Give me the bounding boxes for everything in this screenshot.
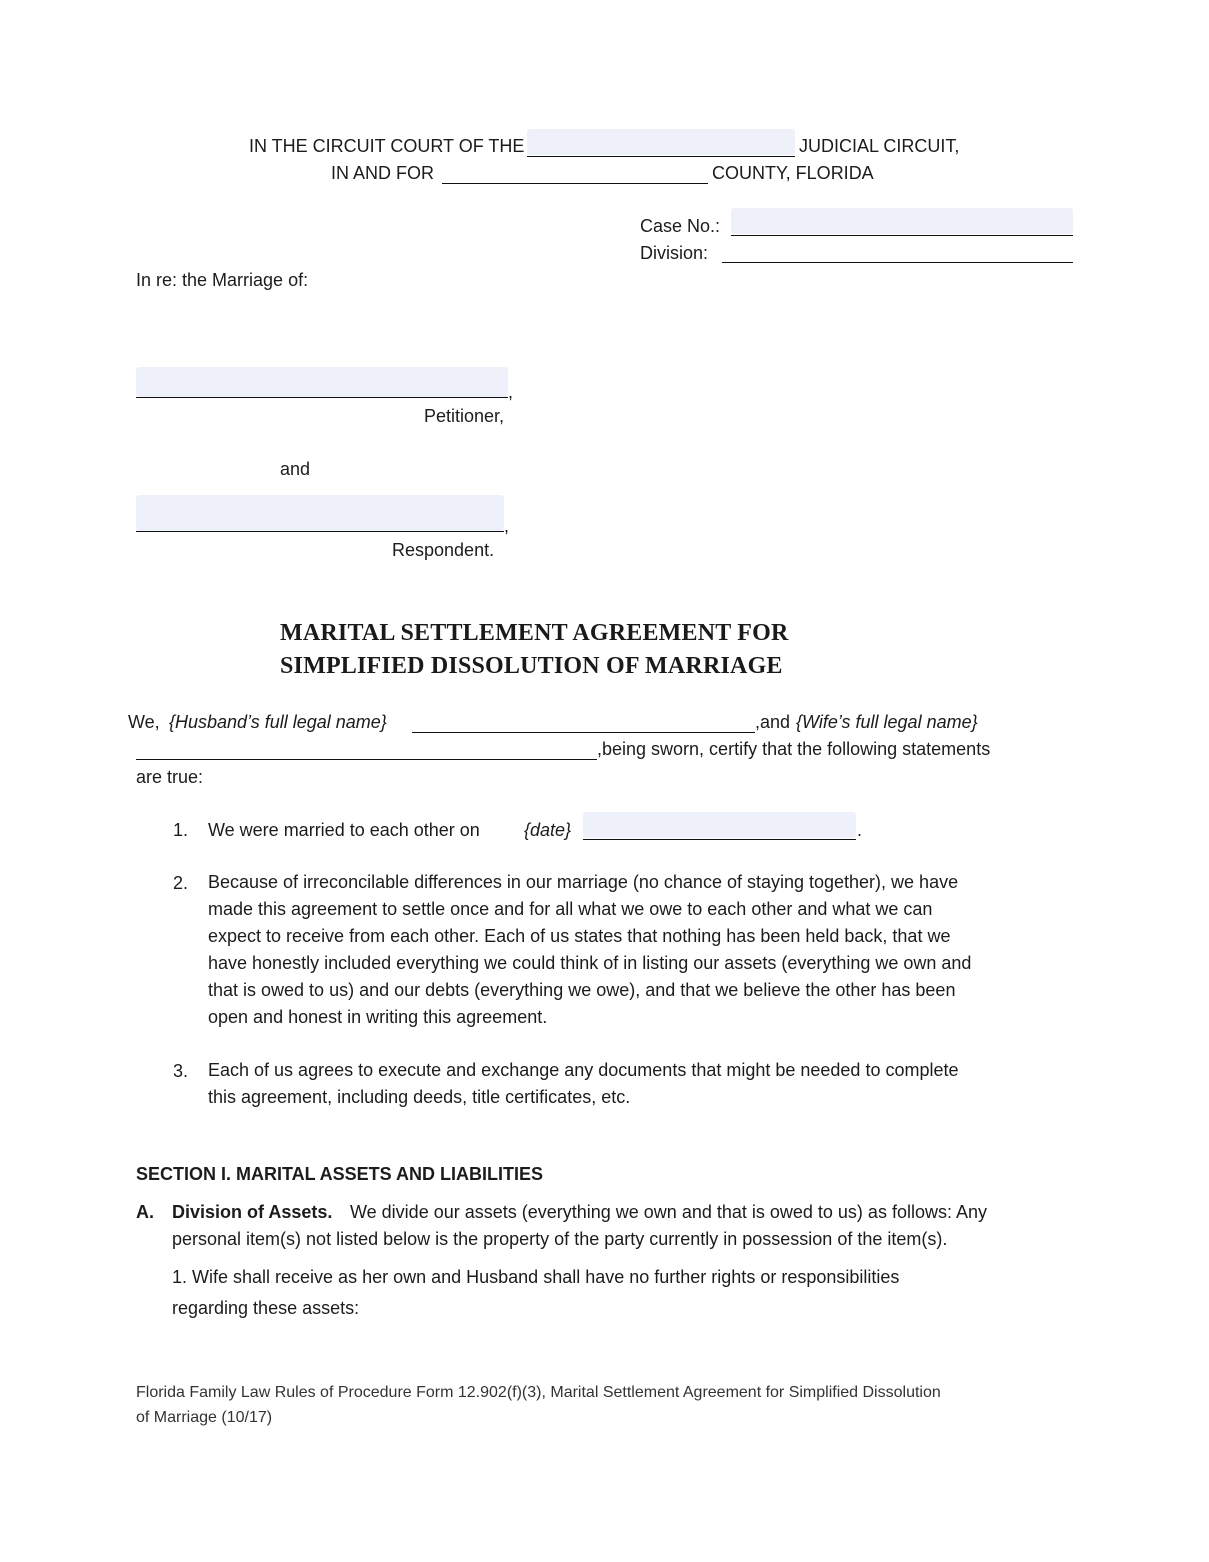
division-of-assets-title: Division of Assets. [172, 1202, 333, 1222]
item-2-line: open and honest in writing this agreement. [208, 1007, 548, 1027]
footer-form-citation: Florida Family Law Rules of Procedure Form 12.902(f)(3), Marital Settlement Agreement for Simplified Dissolution [136, 1384, 941, 1401]
item-1-number: 1. [173, 820, 189, 840]
respondent-name-field[interactable] [136, 511, 504, 532]
document-title-line2: SIMPLIFIED DISSOLUTION OF MARRIAGE [280, 653, 783, 679]
intro-sworn: ,being sworn, certify that the following statements [597, 739, 991, 759]
section-1-heading: SECTION I. MARITAL ASSETS AND LIABILITIES [136, 1164, 544, 1184]
case-no-field[interactable] [731, 215, 1073, 236]
wife-name-hint: {Wife’s full legal name} [796, 712, 978, 732]
footer-form-citation-2: of Marriage (10/17) [136, 1409, 273, 1426]
judicial-circuit-field[interactable] [527, 136, 795, 157]
wife-assets-clause: 1. Wife shall receive as her own and Husband shall have no further rights or responsibilities [172, 1267, 900, 1287]
item-2-line: expect to receive from each other. Each of us states that nothing has been held back, that we [208, 926, 951, 946]
and-label: and [280, 459, 311, 479]
case-no-label: Case No.: [640, 216, 721, 236]
document-title-line1: MARITAL SETTLEMENT AGREEMENT FOR [280, 620, 789, 646]
petitioner-label: Petitioner, [424, 406, 505, 426]
intro-we: We, [128, 712, 160, 732]
division-of-assets-text-2: personal item(s) not listed below is the property of the party currently in possession of the item(s). [172, 1229, 948, 1249]
wife-name-field[interactable] [136, 739, 597, 760]
item-3-line: this agreement, including deeds, title certificates, etc. [208, 1087, 631, 1107]
item-2-paragraph [208, 869, 971, 1031]
husband-name-hint: {Husband’s full legal name} [169, 712, 387, 732]
court-header-line1-left: IN THE CIRCUIT COURT OF THE [249, 136, 525, 156]
court-header-line2-left: IN AND FOR [331, 163, 435, 183]
in-re-label: In re: the Marriage of: [136, 270, 309, 290]
division-label: Division: [640, 243, 709, 263]
wife-assets-clause-2: regarding these assets: [172, 1298, 360, 1318]
item-2-line: that is owed to us) and our debts (everything we owe), and that we believe the other has been [208, 980, 956, 1000]
respondent-label: Respondent. [392, 540, 495, 560]
item-2-line: made this agreement to settle once and for all what we owe to each other and what we can [208, 899, 933, 919]
petitioner-comma: , [508, 382, 514, 402]
intro-are-true: are true: [136, 767, 204, 787]
item-2-line: have honestly included everything we could think of in listing our assets (everything we own and [208, 953, 972, 973]
item-3-number: 3. [173, 1061, 189, 1081]
court-header-line1-right: JUDICIAL CIRCUIT, [799, 136, 960, 156]
item-1-period: . [857, 820, 863, 840]
item-1-text: We were married to each other on [208, 820, 480, 840]
court-header-line2-right: COUNTY, FLORIDA [712, 163, 874, 183]
respondent-comma: , [504, 516, 510, 536]
date-hint: {date} [524, 820, 572, 840]
division-field[interactable] [722, 242, 1073, 263]
division-of-assets-text: We divide our assets (everything we own and that is owed to us) as follows: Any [350, 1202, 987, 1222]
item-3-line: Each of us agrees to execute and exchange any documents that might be needed to complete [208, 1060, 959, 1080]
intro-and: ,and [755, 712, 791, 732]
marriage-date-field[interactable] [583, 819, 856, 840]
husband-name-field[interactable] [412, 712, 755, 733]
item-2-line: Because of irreconcilable differences in our marriage (no chance of staying together), we have [208, 872, 959, 892]
county-field[interactable] [442, 163, 708, 184]
petitioner-name-field[interactable] [136, 377, 508, 398]
section-1-a-letter: A. [136, 1202, 154, 1222]
item-2-number: 2. [173, 873, 189, 893]
item-3-paragraph [208, 1057, 959, 1111]
